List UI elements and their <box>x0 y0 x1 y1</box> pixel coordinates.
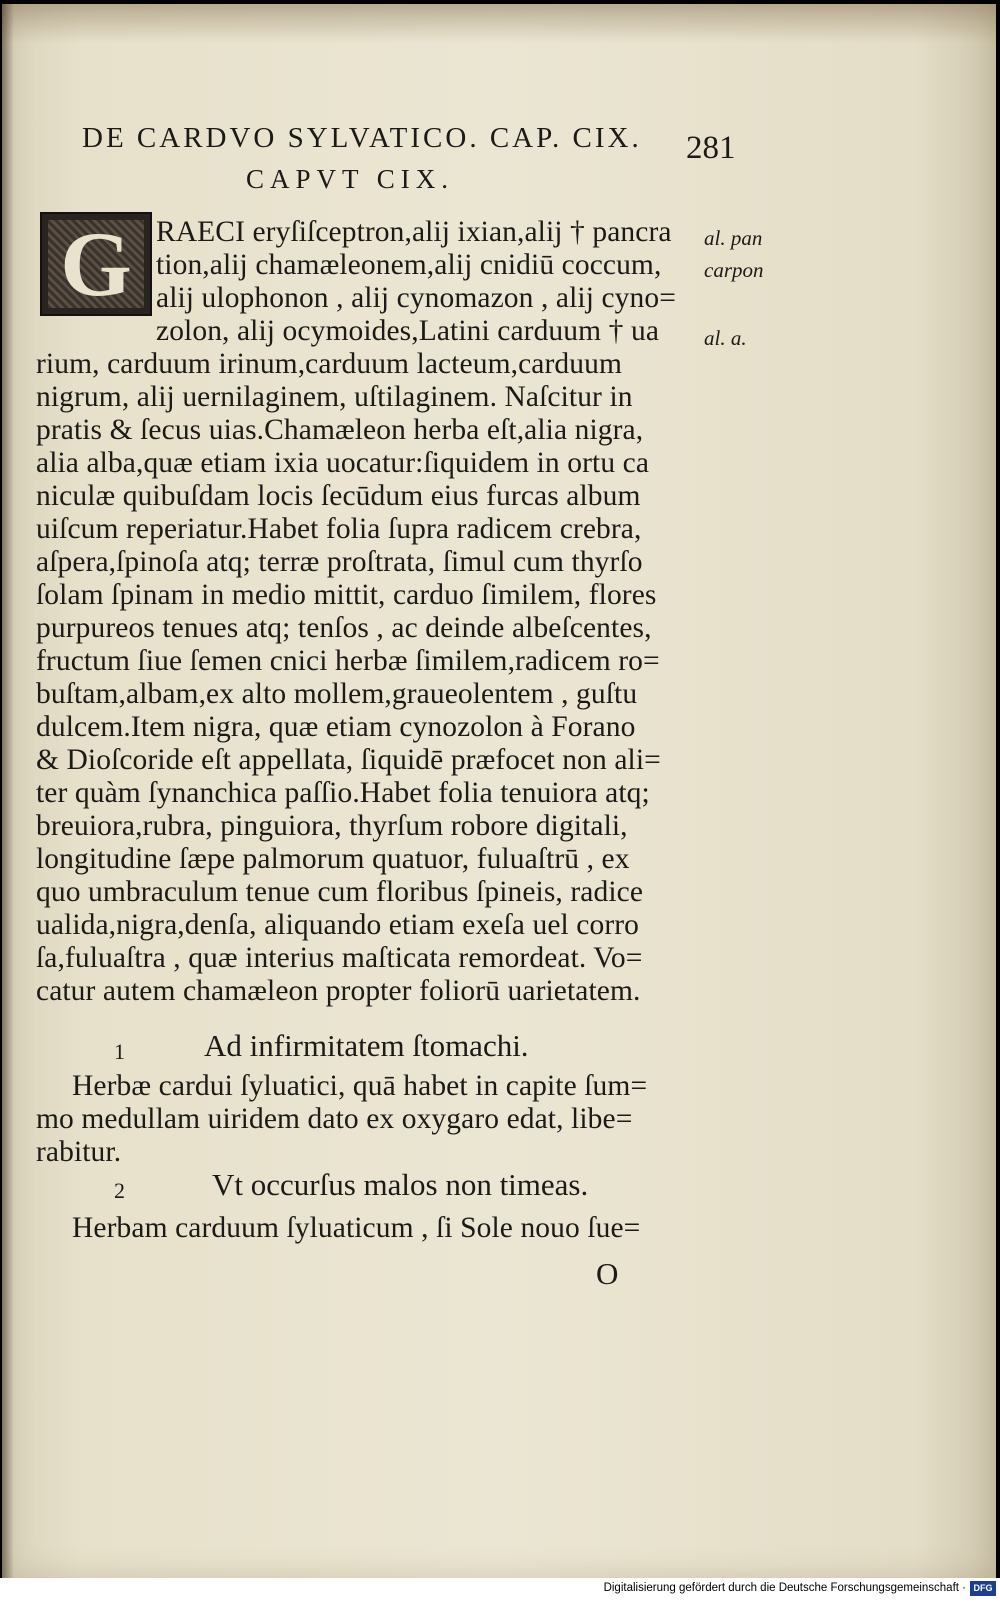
text-line: pratis & ſecus uias.Chamæleon herba eſt,alia nigra, <box>36 414 644 446</box>
text-line: RAECI eryſiſceptron,alij ixian,alij † pancra <box>156 216 672 248</box>
text-line: ſolam ſpinam in medio mittit, carduo ſimilem, flores <box>36 579 657 611</box>
signature-mark: O <box>596 1256 619 1291</box>
text-line: alij ulophonon , alij cynomazon , alij cyno= <box>156 282 676 314</box>
margin-note: carpon <box>704 258 764 282</box>
decorated-initial <box>40 212 152 316</box>
section-heading: Vt occurſus malos non timeas. <box>212 1167 589 1202</box>
text-line: ter quàm ſynanchica paſſio.Habet folia tenuiora atq; <box>36 777 650 809</box>
section-number: 1 <box>114 1039 125 1064</box>
chapter-title: CAPVT CIX. <box>246 164 455 194</box>
text-line: breuiora,rubra, pinguiora, thyrſum robore digitali, <box>36 810 628 842</box>
text-line: zolon, alij ocymoides,Latini carduum † ua <box>156 315 660 347</box>
section-heading: Ad infirmitatem ſtomachi. <box>204 1028 529 1063</box>
text-line: Herbæ cardui ſyluatici, quā habet in capite ſum= <box>72 1070 648 1102</box>
text-line: Herbam carduum ſyluaticum , ſi Sole nouo ſue= <box>72 1212 641 1244</box>
funding-credit: Digitalisierung gefördert durch die Deutsche Forschungsgemeinschaft · <box>603 1582 966 1594</box>
margin-note: al. pan <box>704 226 763 250</box>
text-line: mo medullam uiridem dato ex oxygaro edat, libe= <box>36 1103 633 1135</box>
text-line: catur autem chamæleon propter foliorū uarietatem. <box>36 975 641 1007</box>
dfg-logo: DFG <box>970 1581 996 1596</box>
text-line: niculæ quibuſdam locis ſecūdum eius furcas album <box>36 480 641 512</box>
initial-letter: G <box>60 213 132 315</box>
text-line: ſa,fuluaſtra , quæ interius maſticata remordeat. Vo= <box>36 942 643 974</box>
text-line: buſtam,albam,ex alto mollem,graueolentem , guſtu <box>36 678 638 710</box>
section-number: 2 <box>114 1178 125 1203</box>
page-number: 281 <box>686 130 736 166</box>
text-line: dulcem.Item nigra, quæ etiam cynozolon à Forano <box>36 711 636 743</box>
text-line: rabitur. <box>36 1136 122 1168</box>
footer-bar <box>0 1578 1000 1604</box>
margin-note: al. a. <box>704 326 747 350</box>
book-page <box>2 4 996 1578</box>
text-line: longitudine ſæpe palmorum quatuor, fuluaſtrū , ex <box>36 843 630 875</box>
text-line: quo umbraculum tenue cum floribus ſpineis, radice <box>36 876 644 908</box>
running-head: DE CARDVO SYLVATICO. CAP. CIX. <box>82 122 642 154</box>
text-line: purpureos tenues atq; tenſos , ac deinde albeſcentes, <box>36 612 652 644</box>
text-line: alia alba,quæ etiam ixia uocatur:ſiquidem in ortu ca <box>36 447 650 479</box>
text-line: uiſcum reperiatur.Habet folia ſupra radicem crebra, <box>36 513 642 545</box>
text-line: ualida,nigra,denſa, aliquando etiam exeſa uel corro <box>36 909 640 941</box>
page-edge-stain <box>2 4 996 44</box>
text-line: aſpera,ſpinoſa atq; terræ proſtrata, ſimul cum thyrſo <box>36 546 643 578</box>
text-line: rium, carduum irinum,carduum lacteum,carduum <box>36 348 623 380</box>
text-line: nigrum, alij uernilaginem, uſtilaginem. Naſcitur in <box>36 381 633 413</box>
page-gutter-shadow <box>2 4 14 1578</box>
text-line: & Dioſcoride eſt appellata, ſiquidē præfocet non ali= <box>36 744 661 776</box>
text-line: fructum ſiue ſemen cnici herbæ ſimilem,radicem ro= <box>36 645 660 677</box>
initial-ornament <box>48 213 144 315</box>
text-line: tion,alij chamæleonem,alij cnidiū coccum, <box>156 249 662 281</box>
